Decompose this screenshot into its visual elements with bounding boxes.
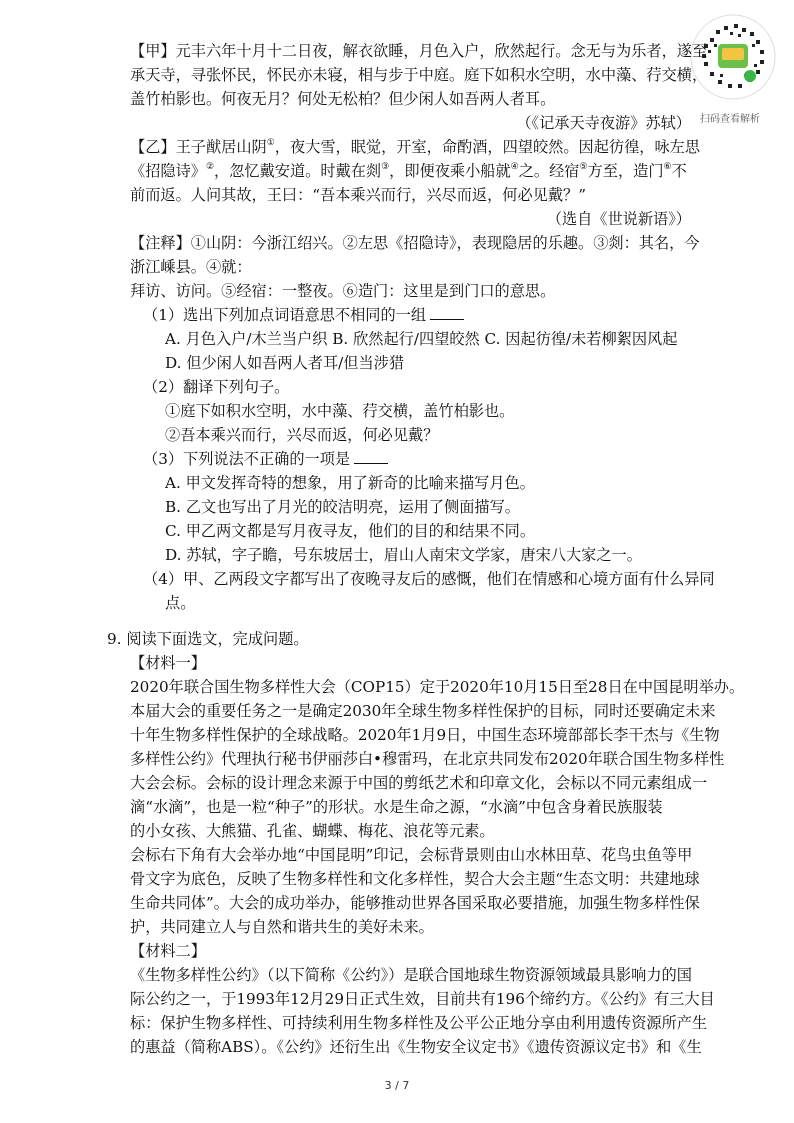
material-1-line: 生命共同体”。大会的成功举办，能够推动世界各国采取必要措施，加强生物多样性保 [130,894,700,912]
footnote-mark: ② [205,162,215,172]
question-9-stem: 9. 阅读下面选文，完成问题。 [107,630,309,648]
text-span: ，夜大雪，眠觉，开室，命酌酒，四望皎然。因起彷徨，咏左思 [274,138,701,156]
question-1-options: A. 月色入户/木兰当户织 B. 欣然起行/四望皎然 C. 因起彷徨/未若柳絮因风起 [165,330,678,348]
question-1-options: D. 但少闲人如吾两人者耳/但当涉猎 [165,354,405,372]
material-1-line: 护，共同建立人与自然和谐共生的美好未来。 [130,918,434,936]
passage-jia-line: 【甲】元丰六年十月十二日夜，解衣欲睡，月色入户，欣然起行。念无与为乐者，遂至 [130,42,708,60]
passage-jia-source: （《记承天寺夜游》苏轼） [516,114,691,132]
question-3-stem [143,448,388,470]
material-1-line: 骨文字为底色，反映了生物多样性和文化多样性，契合大会主题“生态文明：共建地球 [130,870,700,888]
material-2-heading: 【材料二】 [130,942,206,960]
footnote-mark: ③ [381,162,390,172]
footnote-mark: ① [266,138,275,148]
question-3-option: D. 苏轼，字子瞻，号东坡居士，眉山人南宋文学家，唐宋八大家之一。 [165,546,642,564]
question-3-option: C. 甲乙两文都是写月夜寻友，他们的目的和结果不同。 [165,522,536,540]
passage-yi-line-1 [130,136,700,158]
qr-caption: 扫码查看解析 [700,114,760,125]
text-span: ，即便夜乘小船就 [389,162,511,180]
page-number: 3 / 7 [384,1079,410,1092]
answer-blank[interactable] [354,449,388,464]
question-2-item: ①庭下如积水空明，水中藻、荇交横，盖竹柏影也。 [165,402,515,420]
material-2-line: 的惠益（简称ABS）。《公约》还衍生出《生物安全议定书》《遗传资源议定书》和《生 [130,1038,702,1056]
material-1-line: 滴“水滴”，也是一粒“种子”的形状。水是生命之源，“水滴”中包含身着民族服装 [130,798,663,816]
text-span: （3）下列说法不正确的一项是 [143,450,351,468]
text-span: 不 [671,162,687,180]
material-1-heading: 【材料一】 [130,654,206,672]
text-span: 方至，造门 [587,162,664,180]
question-2-item: ②吾本乘兴而行，兴尽而返，何必见戴？ [165,426,439,444]
material-1-line: 会标右下角有大会举办地“中国昆明”印记，会标背景则由山水林田草、花鸟虫鱼等甲 [130,846,693,864]
text-span: 之。经宿 [518,162,580,180]
footnote-mark: ⑤ [579,162,588,172]
question-3-option: B. 乙文也写出了月光的皎洁明亮，运用了侧面描写。 [165,498,520,516]
text-span: 《招隐诗》 [130,162,206,180]
question-3-option: A. 甲文发挥奇特的想象，用了新奇的比喻来描写月色。 [165,474,535,492]
material-1-line: 2020年联合国生物多样性大会（COP15）定于2020年10月15日至28日在中国昆明举办。 [130,678,745,696]
passage-yi-line-2 [130,160,687,182]
note-line: 拜访、访问。⑤经宿：一整夜。⑥造门：这里是到门口的意思。 [130,282,556,300]
passage-yi-line-3: 前而返。人问其故，王曰：“吾本乘兴而行，兴尽而返，何必见戴？” [130,186,586,204]
question-4-line: （4）甲、乙两段文字都写出了夜晚寻友后的感慨，他们在情感和心境方面有什么异同 [143,570,715,588]
passage-jia-line: 承天寺，寻张怀民，怀民亦未寝，相与步于中庭。庭下如积水空明，水中藻、荇交横， [130,66,708,84]
footnote-mark: ⑥ [663,162,672,172]
material-1-line: 本届大会的重要任务之一是确定2030年全球生物多样性保护的目标，同时还要确定未来 [130,702,716,720]
answer-blank[interactable] [430,305,464,320]
question-4-line: 点。 [165,594,196,612]
material-1-line: 十年生物多样性保护的全球战略。2020年1月9日，中国生态环境部部长李干杰与《生物 [130,726,720,744]
text-span: （1）选出下列加点词语意思不相同的一组 [143,306,427,324]
material-2-line: 标：保护生物多样性、可持续利用生物多样性及公平公正地分享由利用遗传资源所产生 [130,1014,708,1032]
material-2-line: 《生物多样性公约》（以下简称《公约》）是联合国地球生物资源领域最具影响力的国 [130,966,692,984]
material-1-line: 的小女孩、大熊猫、孔雀、蝴蝶、梅花、浪花等元素。 [130,822,495,840]
question-1-stem [143,304,464,326]
note-line: 浙江嵊县。④就： [130,258,252,276]
material-2-line: 际公约之一，于1993年12月29日正式生效，目前共有196个缔约方。《公约》有三大目 [130,990,715,1008]
passage-yi-source: （选自《世说新语》） [546,210,691,228]
material-1-line: 大会会标。会标的设计理念来源于中国的剪纸艺术和印章文化，会标以不同元素组成一 [130,774,708,792]
text-span: 【乙】王子猷居山阴 [130,138,267,156]
footnote-mark: ④ [510,162,519,172]
text-span: ，忽忆戴安道。时戴在剡 [214,162,382,180]
question-2-stem: （2）翻译下列句子。 [143,378,290,396]
passage-jia-line: 盖竹柏影也。何夜无月？何处无松柏？但少闲人如吾两人者耳。 [130,90,556,108]
material-1-line: 多样性公约》代理执行秘书伊丽莎白•穆雷玛，在北京共同发布2020年联合国生物多样性 [130,750,725,768]
note-line: 【注释】①山阴：今浙江绍兴。②左思《招隐诗》，表现隐居的乐趣。③剡：其名，今 [130,234,700,252]
